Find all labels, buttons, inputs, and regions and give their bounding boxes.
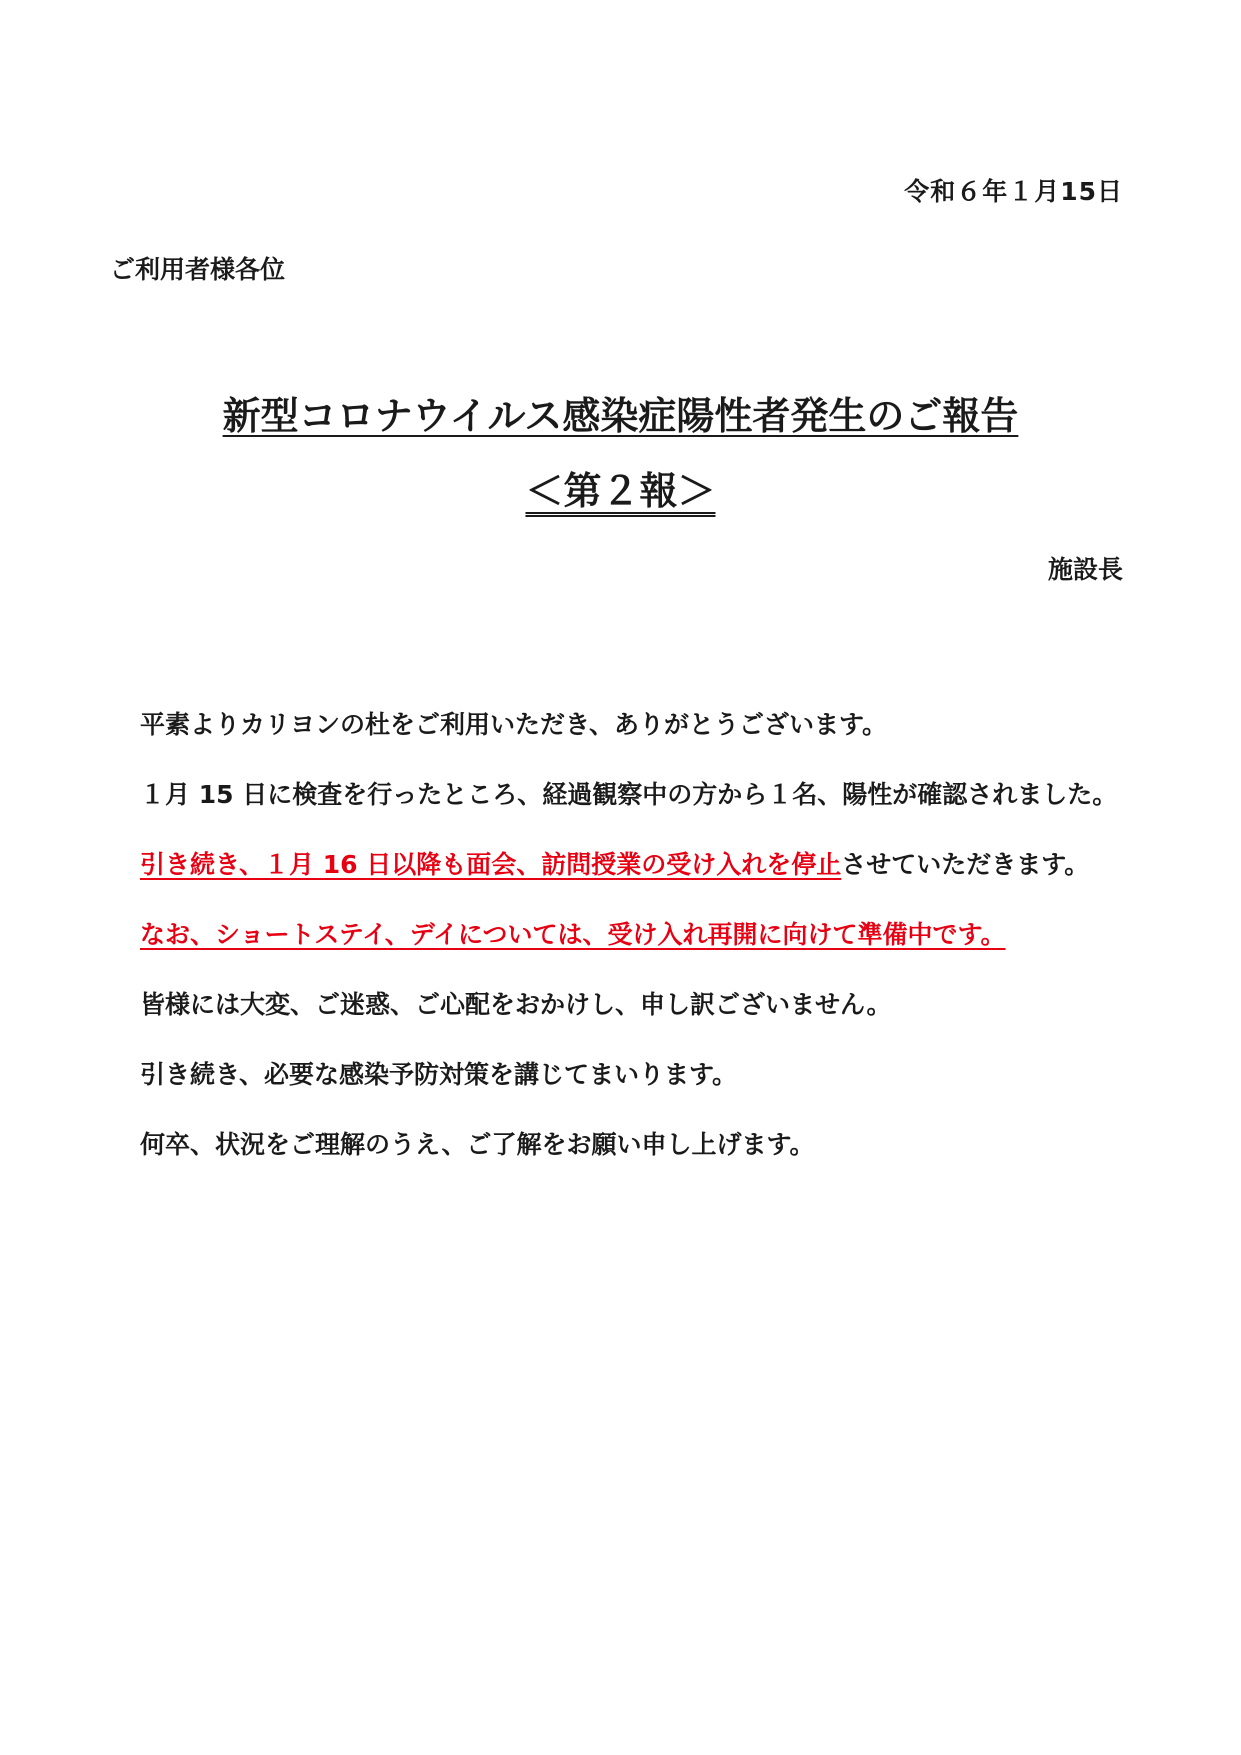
paragraph-greeting: 平素よりカリヨンの杜をご利用いただき、ありがとうございます。 [140,710,888,739]
report-number [0,460,1241,515]
paragraph-visit-suspension [110,830,1125,900]
paragraph-apology: 皆様には大変、ご迷惑、ご心配をおかけし、申し訳ございません。 [140,990,892,1019]
visit-suspension-rest: させていただきます。 [841,850,1090,879]
paragraph-test-result: １月 15 日に検査を行ったところ、経過観察中の方から１名、陽性が確認されました。 [140,780,1118,809]
addressee: ご利用者様各位 [110,255,286,284]
signer: 施設長 [1047,555,1123,584]
document-title [0,385,1241,440]
paragraph-service-resumption [110,900,1125,970]
service-resumption-notice: なお、ショートステイ、デイについては、受け入れ再開に向けて準備中です。 [140,920,1006,949]
document-body [110,690,1125,1180]
paragraph-closing: 何卒、状況をご理解のうえ、ご了解をお願い申し上げます。 [140,1130,815,1159]
report-number-text: ＜第２報＞ [525,469,716,513]
document-title-text: 新型コロナウイルス感染症陽性者発生のご報告 [222,394,1019,438]
document-date: 令和６年１月15日 [904,177,1123,206]
paragraph-prevention: 引き続き、必要な感染予防対策を講じてまいります。 [140,1060,738,1089]
visit-suspension-notice: 引き続き、１月 16 日以降も面会、訪問授業の受け入れを停止 [140,850,842,879]
